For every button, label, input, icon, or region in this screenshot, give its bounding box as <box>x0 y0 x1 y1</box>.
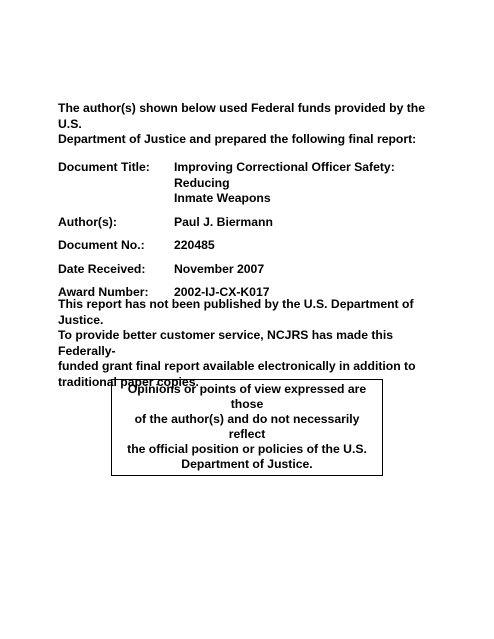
document-title-value <box>174 160 444 207</box>
document-title-line-1: Improving Correctional Officer Safety: Reducing <box>174 160 395 190</box>
notice-line-2: To provide better customer service, NCJRS has made this Federally- <box>58 328 394 358</box>
award-number-value: 2002-IJ-CX-K017 <box>174 285 270 299</box>
intro-line-1: The author(s) shown below used Federal funds provided by the U.S. <box>58 101 426 131</box>
notice-line-1: This report has not been published by the U.S. Department of Justice. <box>58 297 414 327</box>
disclaimer-line-3: the official position or policies of the U.S. <box>127 442 367 456</box>
document-number-value: 220485 <box>174 238 215 252</box>
disclaimer-line-1: Opinions or points of view expressed are those <box>127 382 367 411</box>
award-number-label: Award Number: <box>58 285 149 299</box>
publication-notice <box>58 297 448 390</box>
document-title-line-2: Inmate Weapons <box>174 191 271 205</box>
author-label: Author(s): <box>58 214 117 229</box>
document-number-row <box>58 238 458 254</box>
intro-paragraph <box>58 101 448 148</box>
document-number-label: Document No.: <box>58 238 145 252</box>
disclaimer-box <box>111 379 383 476</box>
document-title-row <box>58 160 458 207</box>
notice-line-3: funded grant final report available electronically in addition to <box>58 359 416 373</box>
disclaimer-line-2: of the author(s) and do not necessarily reflect <box>134 412 360 441</box>
notice-line-4: traditional paper copies. <box>58 374 199 389</box>
document-title-label: Document Title: <box>58 160 150 174</box>
disclaimer-line-4: Department of Justice. <box>181 457 313 471</box>
author-value: Paul J. Biermann <box>174 214 273 229</box>
document-info <box>58 160 458 309</box>
intro-line-2: Department of Justice and prepared the following final report: <box>58 132 417 146</box>
author-row <box>58 215 458 231</box>
date-received-value: November 2007 <box>174 261 265 276</box>
date-received-label: Date Received: <box>58 261 146 276</box>
date-received-row <box>58 262 458 278</box>
